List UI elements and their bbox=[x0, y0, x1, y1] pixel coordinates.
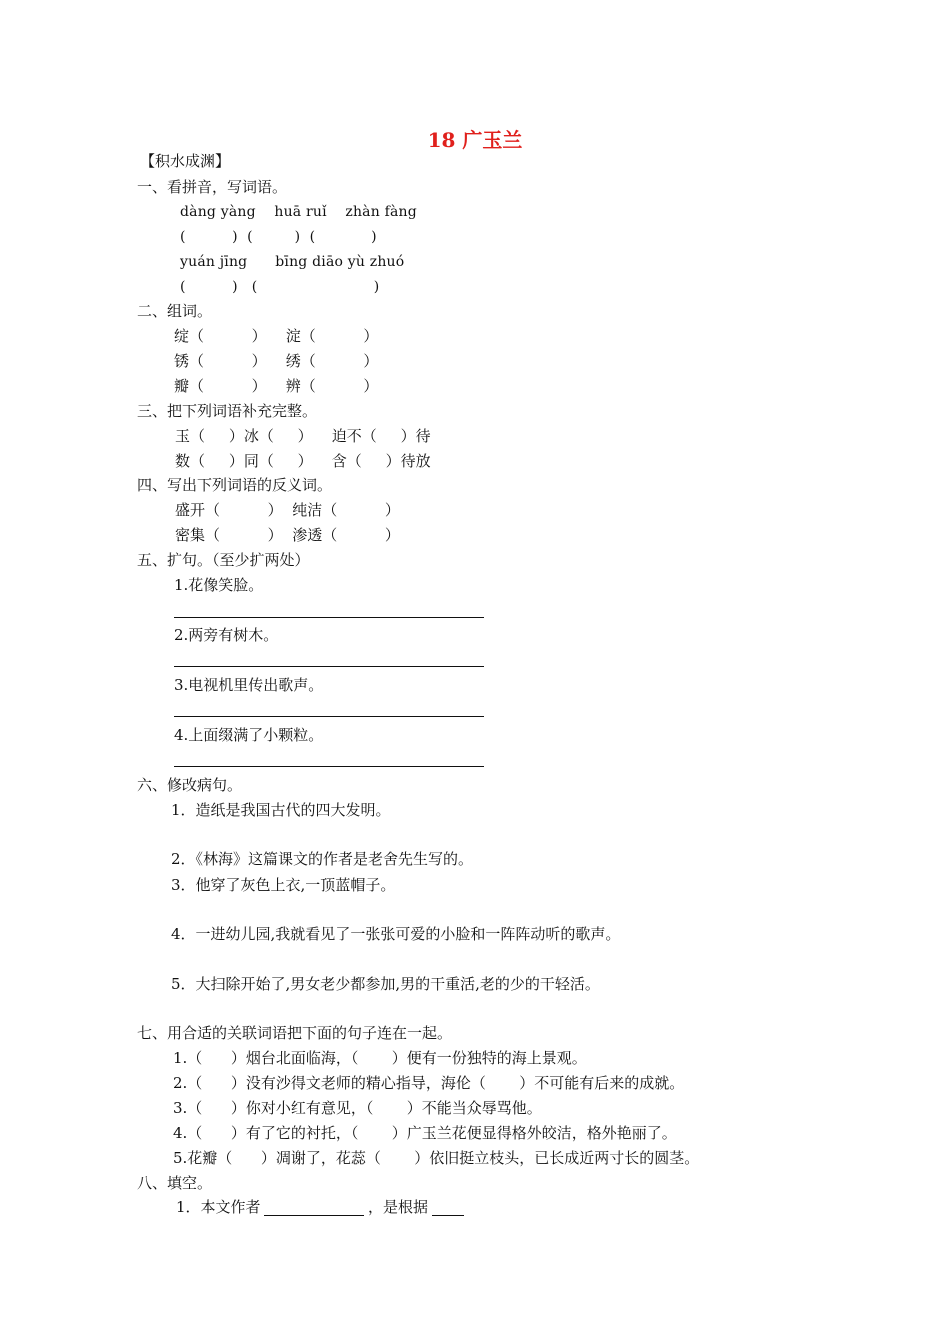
q3-row[interactable]: 数（ ）同（ ） 含（ ）待放 bbox=[175, 452, 431, 470]
q2-row[interactable]: 锈（ ） 绣（ ） bbox=[174, 352, 379, 370]
q6-item: 5．大扫除开始了,男女老少都参加,男的干重活,老的少的干轻活。 bbox=[171, 975, 600, 993]
q7-item[interactable]: 5.花瓣（ ）凋谢了，花蕊（ ）依旧挺立枝头，已长成近两寸长的圆茎。 bbox=[173, 1149, 700, 1167]
q5-answer-line[interactable] bbox=[174, 766, 484, 767]
section-header: 【积水成渊】 bbox=[140, 152, 231, 170]
q5-item: 4.上面缀满了小颗粒。 bbox=[174, 726, 324, 744]
q5-item: 1.花像笑脸。 bbox=[174, 576, 264, 594]
q6-item: 3．他穿了灰色上衣,一顶蓝帽子。 bbox=[171, 876, 396, 894]
q4-row[interactable]: 密集（ ） 渗透（ ） bbox=[175, 526, 400, 544]
q6-item: 4．一进幼儿园,我就看见了一张张可爱的小脸和一阵阵动听的歌声。 bbox=[171, 925, 621, 943]
q6-item: 2．《林海》这篇课文的作者是老舍先生写的。 bbox=[171, 850, 474, 868]
q8-blank-basis[interactable] bbox=[432, 1215, 464, 1216]
q3-heading: 三、把下列词语补充完整。 bbox=[137, 402, 318, 420]
q3-row[interactable]: 玉（ ）冰（ ） 迫不（ ）待 bbox=[175, 427, 431, 445]
q1-blanks-row1[interactable]: ( ) ( ) ( ) bbox=[180, 229, 377, 245]
q6-item: 1．造纸是我国古代的四大发明。 bbox=[171, 801, 391, 819]
q7-item[interactable]: 3.（ ）你对小红有意见，（ ）不能当众辱骂他。 bbox=[173, 1099, 542, 1117]
q5-answer-line[interactable] bbox=[174, 617, 484, 618]
q2-row[interactable]: 绽（ ） 淀（ ） bbox=[174, 327, 379, 345]
q1-heading: 一、看拼音，写词语。 bbox=[137, 178, 288, 196]
q5-answer-line[interactable] bbox=[174, 716, 484, 717]
q2-heading: 二、组词。 bbox=[137, 302, 213, 320]
q1-pinyin-row1: dàng yàng huā ruǐ zhàn fàng bbox=[180, 204, 417, 220]
q7-item[interactable]: 2.（ ）没有沙得文老师的精心指导，海伦（ ）不可能有后来的成就。 bbox=[173, 1074, 685, 1092]
q7-heading: 七、用合适的关联词语把下面的句子连在一起。 bbox=[137, 1024, 453, 1042]
q5-item: 3.电视机里传出歌声。 bbox=[174, 676, 324, 694]
page-title: 18 广玉兰 bbox=[427, 128, 523, 152]
q5-heading: 五、扩句。（至少扩两处） bbox=[137, 551, 310, 569]
q6-heading: 六、修改病句。 bbox=[137, 776, 243, 794]
q8-item-mid: ，是根据 bbox=[368, 1198, 429, 1216]
q7-item[interactable]: 1.（ ）烟台北面临海，（ ）便有一份独特的海上景观。 bbox=[173, 1049, 587, 1067]
q7-item[interactable]: 4.（ ）有了它的衬托，（ ）广玉兰花便显得格外皎洁，格外艳丽了。 bbox=[173, 1124, 677, 1142]
q4-heading: 四、写出下列词语的反义词。 bbox=[137, 476, 333, 494]
q8-item-prefix: 1．本文作者 bbox=[176, 1198, 261, 1216]
q5-item: 2.两旁有树木。 bbox=[174, 626, 279, 644]
q5-answer-line[interactable] bbox=[174, 666, 484, 667]
q4-row[interactable]: 盛开（ ） 纯洁（ ） bbox=[175, 501, 400, 519]
q2-row[interactable]: 瓣（ ） 辨（ ） bbox=[174, 377, 379, 395]
q8-heading: 八、填空。 bbox=[137, 1174, 213, 1192]
q1-blanks-row2[interactable]: ( ) ( ) bbox=[180, 279, 380, 295]
q1-pinyin-row2: yuán jīng bīng diāo yù zhuó bbox=[180, 254, 405, 270]
q8-blank-author[interactable] bbox=[264, 1215, 364, 1216]
